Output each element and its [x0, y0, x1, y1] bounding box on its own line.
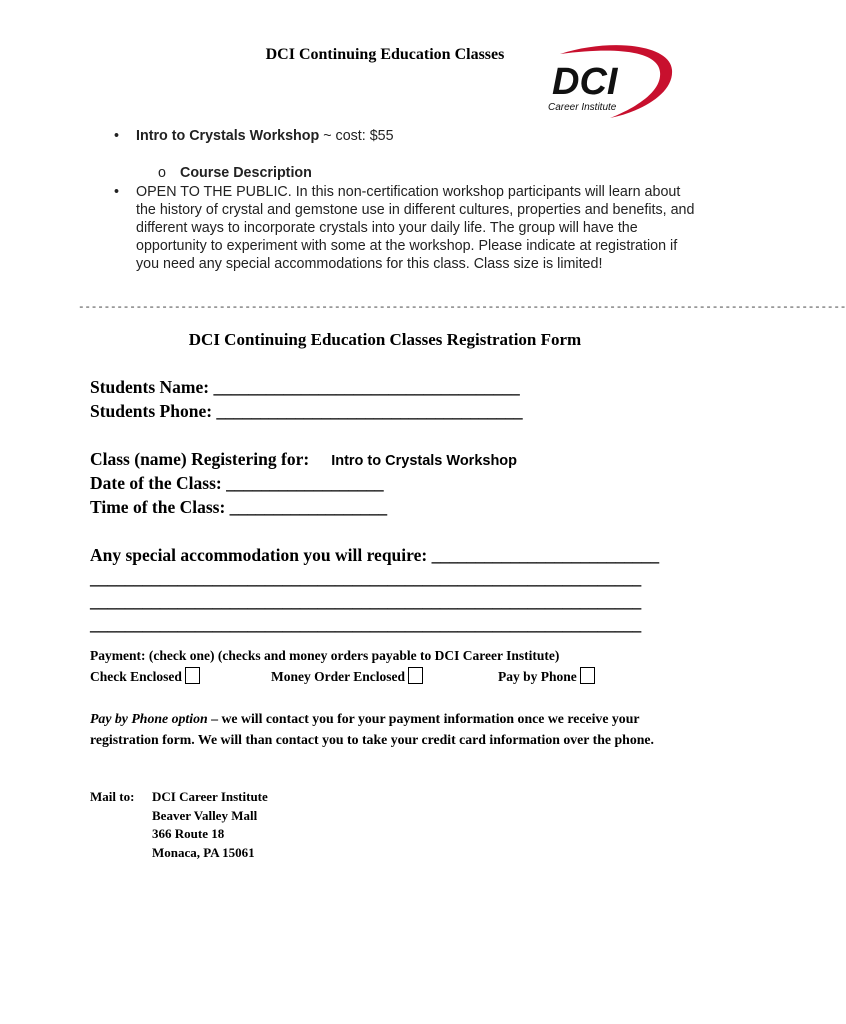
course-description: OPEN TO THE PUBLIC. In this non-certification workshop participants will learn about the history of crystal and gemstone use in different cultures, properties and benefits, and different ways to incorporate crystals into your daily life. The group will have the opportunity to experiment with some at the workshop. Please indicate at registration if you need any special accommodations for this class. Class size is limited! [136, 184, 695, 272]
pay-by-phone-note [90, 708, 690, 750]
pay-by-phone-checkbox[interactable] [580, 667, 595, 684]
bullet-icon: • [114, 184, 120, 200]
payment-option-money-order [271, 667, 423, 685]
divider-line: ------------------------------------------------------------------------------------------------------------------------ [78, 302, 846, 314]
check-enclosed-checkbox[interactable] [185, 667, 200, 684]
students-name-field[interactable]: Students Name: ___________________________________ [90, 377, 520, 397]
address-line: Beaver Valley Mall [152, 807, 258, 823]
mail-address [152, 788, 268, 862]
page-title: DCI Continuing Education Classes [265, 46, 505, 63]
accommodation-line-3[interactable]: _______________________________________________________________ [90, 614, 642, 634]
dci-logo [540, 42, 680, 122]
circle-bullet-icon: o [158, 165, 166, 181]
accommodation-line-2[interactable]: _______________________________________________________________ [90, 591, 642, 611]
address-line: 366 Route 18 [152, 826, 225, 841]
logo-text: DCI [552, 61, 618, 103]
money-order-checkbox[interactable] [408, 667, 423, 684]
logo-subtext: Career Institute [548, 102, 617, 113]
accommodation-line-1[interactable]: _______________________________________________________________ [90, 568, 642, 588]
address-line: Monaca, PA 15061 [152, 844, 255, 860]
class-registering-value[interactable]: Intro to Crystals Workshop [331, 453, 518, 469]
course-description-label: Course Description [180, 165, 312, 181]
course-description-item [114, 183, 704, 273]
note-body: – we will contact you for your payment information once we receive your registration form. We will than contact you to take your credit card information over the phone. [90, 711, 654, 747]
bullet-icon: • [114, 128, 120, 144]
course-sub-item [114, 164, 704, 182]
course-list [114, 127, 704, 273]
course-cost: ~ cost: $55 [319, 128, 394, 144]
address-line: DCI Career Institute [152, 789, 268, 804]
class-date-field[interactable]: Date of the Class: __________________ [90, 473, 384, 493]
class-time-field[interactable]: Time of the Class: __________________ [90, 497, 388, 517]
mail-to-label: Mail to: [90, 789, 135, 804]
accommodation-field[interactable]: Any special accommodation you will require: __________________________ [90, 545, 660, 565]
students-phone-field[interactable]: Students Phone: ___________________________________ [90, 401, 523, 421]
pay-by-phone-label: Pay by Phone [498, 669, 577, 684]
dci-logo-graphic [540, 42, 680, 122]
payment-option-check [90, 667, 200, 685]
class-registering-row [90, 449, 517, 470]
payment-heading: Payment: (check one) (checks and money orders payable to DCI Career Institute) [90, 648, 560, 663]
class-registering-label: Class (name) Registering for: [90, 449, 310, 469]
payment-option-phone [498, 667, 595, 685]
check-enclosed-label: Check Enclosed [90, 669, 182, 684]
form-title: DCI Continuing Education Classes Registration Form [188, 330, 582, 349]
money-order-label: Money Order Enclosed [271, 669, 405, 684]
note-lead: Pay by Phone option [90, 711, 208, 726]
course-name: Intro to Crystals Workshop [136, 128, 320, 144]
course-item [114, 127, 704, 145]
